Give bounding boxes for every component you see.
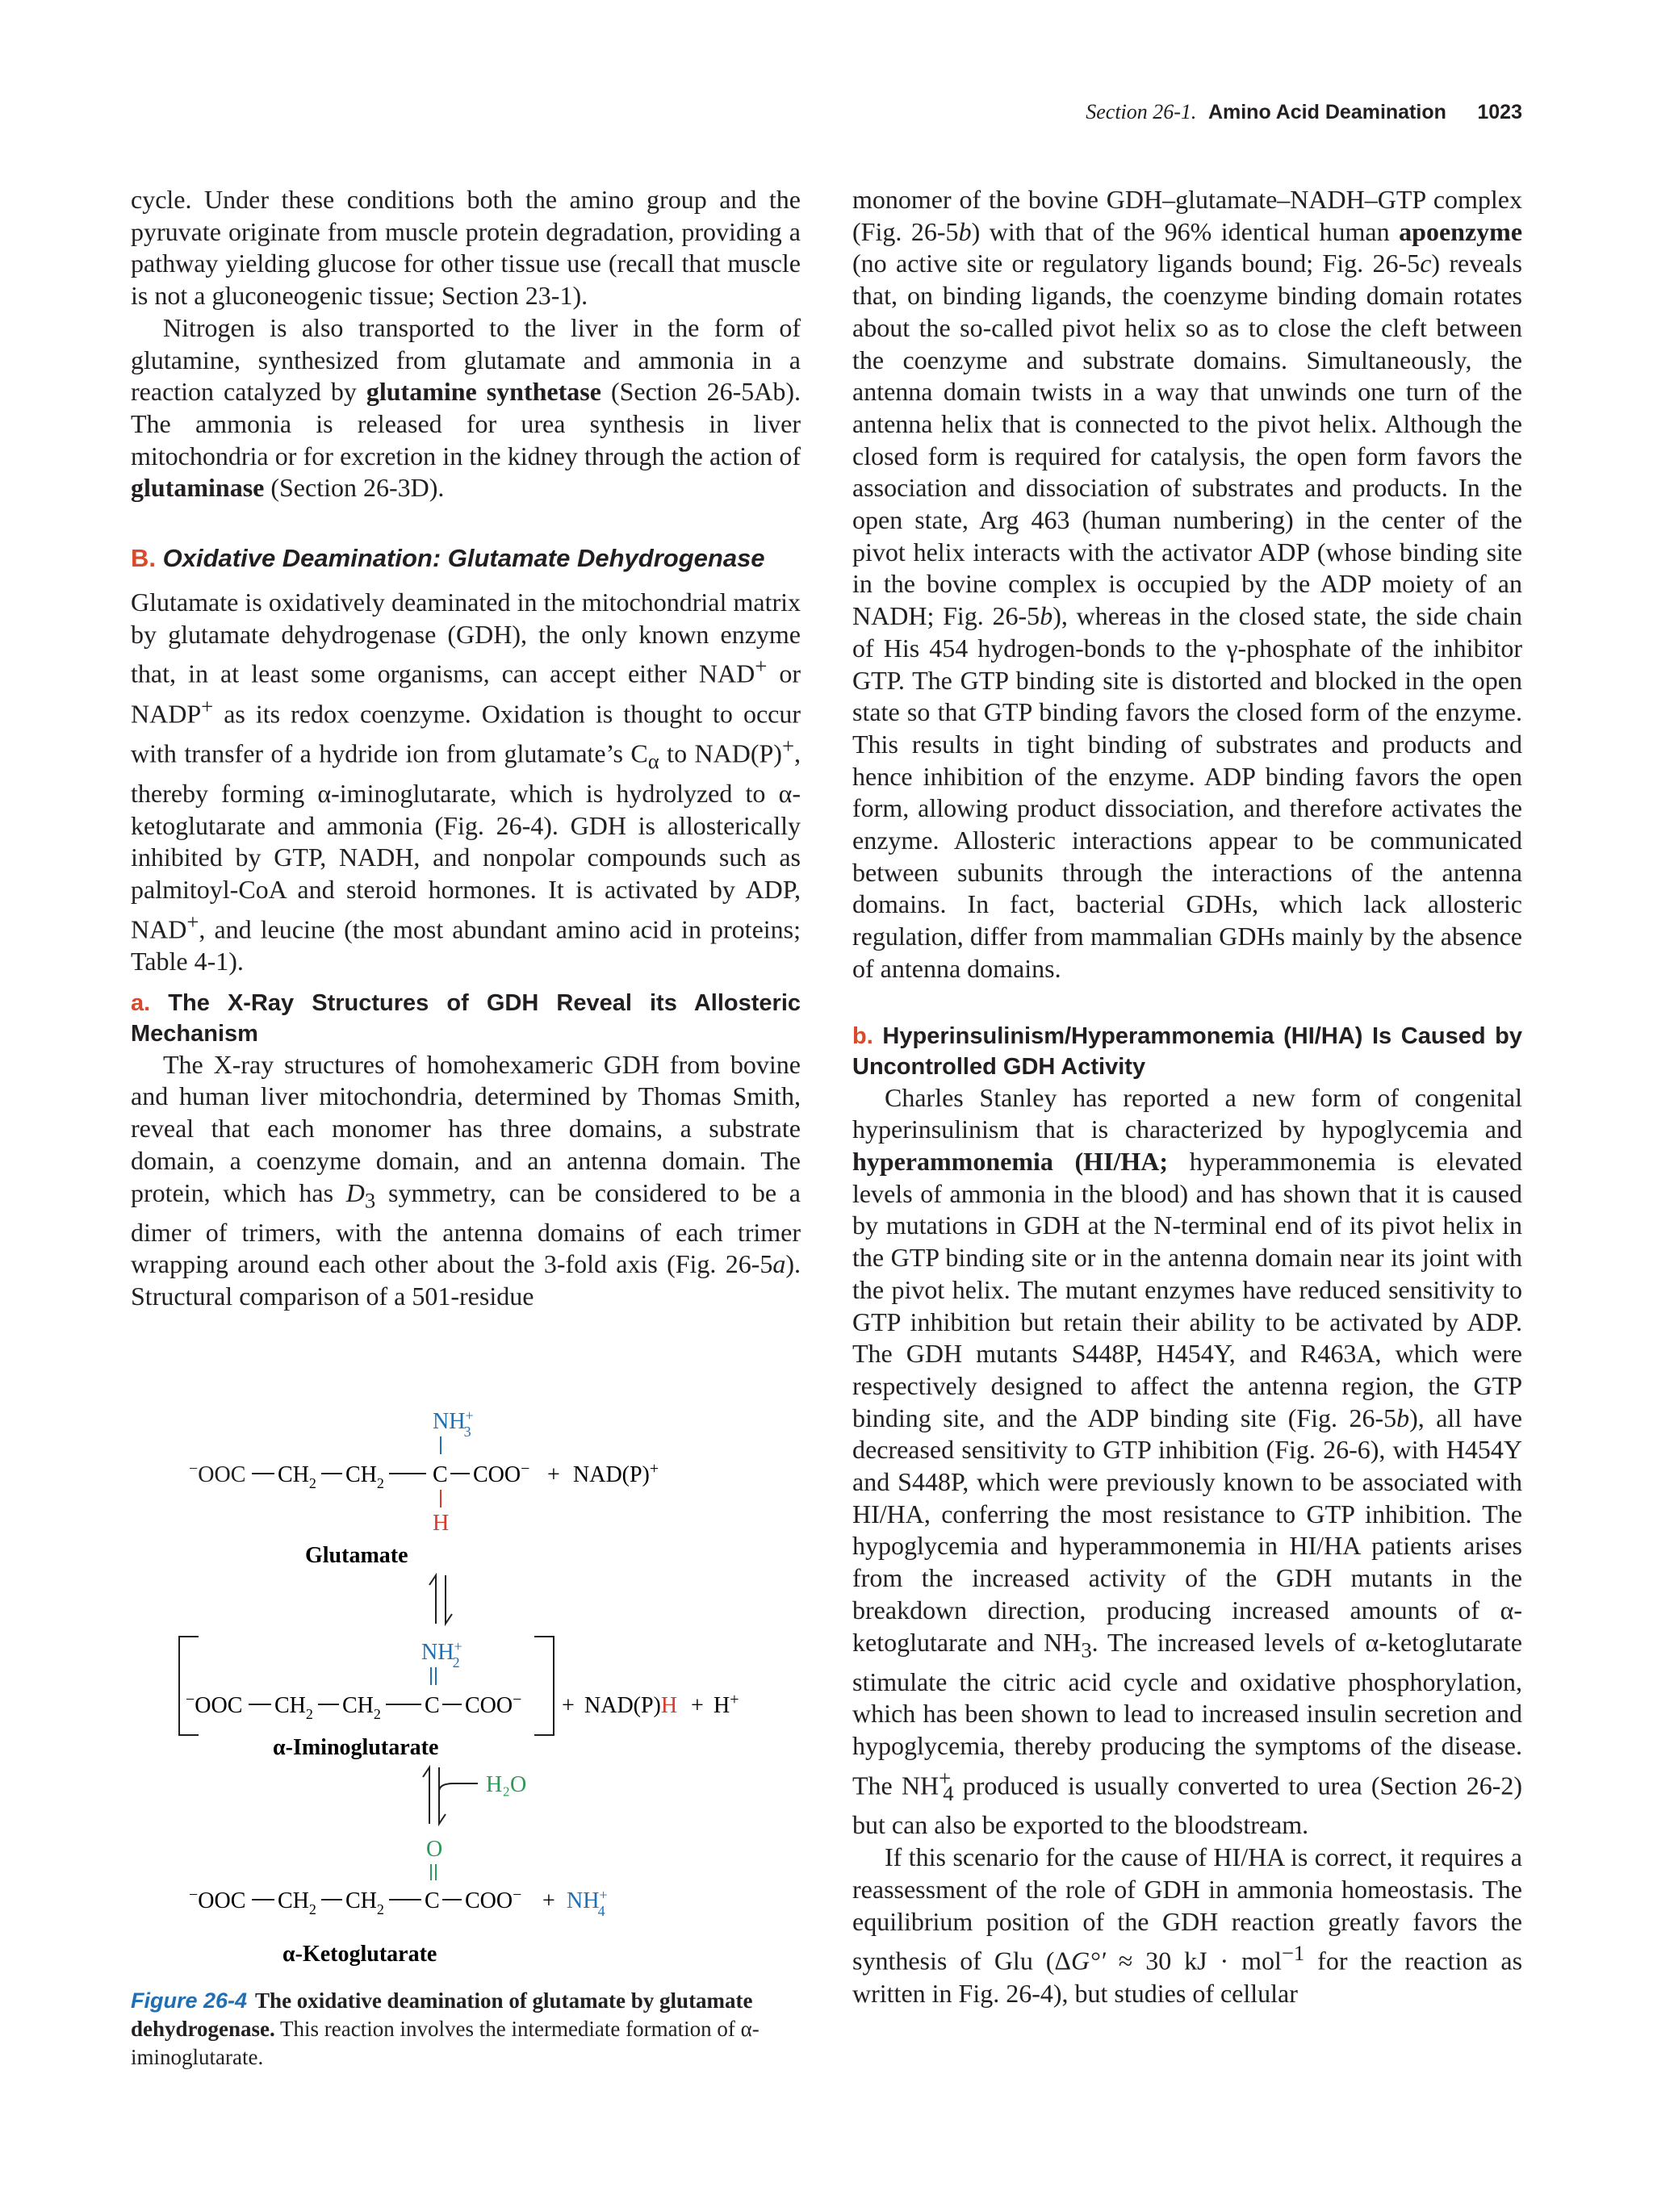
- figure-caption: [131, 1987, 776, 2072]
- glutamate-ch2: $CH_2$: [345, 1462, 384, 1491]
- ammonium-product: NH+ 4: [567, 1887, 608, 1919]
- paragraph: Charles Stanley has reported a new form of congenital hyperinsulinism that is characterized by hypoglycemia and hyperammonemia (HI/HA; hyperammonemia is elevated levels of ammonia in the blood) and has shown that it is caused by mutations in GDH at the N-terminal end of its pivot helix in the GTP binding site or in the antenna domain near its joint with the pivot helix. The mutant enzymes have reduced sensitivity to GTP inhibition but retain their ability to be activated by ADP. The GDH mutants S448P, H454Y, and R463A, which were respectively designed to affect the antenna region, the GTP binding site, and the ADP binding site (Fig. 26-5b), all have decreased sensitivity to GTP inhibition (Fig. 26-6), with H454Y and S448P, which were previously known to be associated with HI/HA, conferring the most resistance to GTP inhibition. The hypoglycemia and hyperammonemia in HI/HA patients arises from the increased activity of the GDH mutants in the breakdown direction, producing increased amounts of α-ketoglutarate and $NH_3$. The increased levels of α-ketoglutarate stimulate the citric acid cycle and oxidative phosphorylation, which has been shown to lead to increased insulin secretion and hypoglycemia, thereby producing the symptoms of the disease. The $NH^+_4$ produced is usually converted to urea (Section 26-2) but can also be exported to the bloodstream.: [852, 1082, 1523, 1840]
- glutamate-carboxylate: COO−: [473, 1460, 530, 1487]
- right-column: [852, 184, 1522, 2009]
- glutamate-amino-group: NH+ 3: [433, 1407, 474, 1440]
- paragraph: monomer of the bovine GDH–glutamate–NADH–GTP complex (Fig. 26-5b) with that of the 96% identical human apoenzyme (no active site or regulatory ligands bound; Fig. 26-5c) reveals that, on binding ligands, the coenzyme binding domain rotates about the so-called pivot helix so as to close the cleft between the coenzyme and substrate domains. Simultaneously, the antenna domain twists in a way that unwinds one turn of the antenna helix that is connected to the pivot helix. Although the closed form is required for catalysis, the open form favors the association and dissociation of substrates and products. In the open state, Arg 463 (human numbering) in the center of the pivot helix interacts with the activator ADP (whose binding site in the bovine complex is occupied by the ADP moiety of an NADH; Fig. 26-5b), whereas in the closed state, the side chain of His 454 hydrogen-bonds to the γ-phosphate of the inhibitor GTP. The GTP binding site is distorted and blocked in the open state so that GTP binding favors the closed form of the enzyme. This results in tight binding of substrates and products and hence inhibition of the enzyme. ADP binding favors the open form, allowing product dissociation, and therefore activates the enzyme. Allosteric interactions appear to be communicated between subunits through the interactions of the antenna domains. In fact, bacterial GDHs, which lack allosteric regulation, differ from mammalian GDHs mainly by the absence of antenna domains.: [852, 185, 1523, 983]
- plus-sign: +: [691, 1693, 704, 1718]
- imino-carbon: C: [425, 1693, 440, 1718]
- left-column: [131, 184, 801, 1313]
- hydrolysis-arrow: [423, 1767, 478, 1824]
- plus-sign: +: [562, 1693, 575, 1718]
- keto-ch2: $CH_2$: [345, 1888, 384, 1917]
- bracket-right: [534, 1637, 554, 1735]
- header-section-number: Section 26-1.: [1086, 100, 1197, 123]
- nadp-reactant: NAD(P)+: [573, 1460, 659, 1487]
- paragraph: If this scenario for the cause of HI/HA is correct, it requires a reassessment of the role of GDH in ammonia homeostasis. The equilibrium position of the GDH reaction greatly favors the synthesis of Glu (ΔG°′ ≈ 30 kJ · mol$^{-1}$ for the reaction as written in Fig. 26-4), but studies of cellular: [852, 1842, 1523, 2008]
- figure-title: The oxidative deamination of glutamate by glutamate dehydrogenase.: [131, 1988, 753, 2041]
- reaction-diagram: [131, 1404, 801, 1985]
- iminoglutarate-label: α-Iminoglutarate: [273, 1735, 439, 1760]
- keto-carbon: C: [425, 1888, 440, 1913]
- ketoglutarate-label: α-Ketoglutarate: [282, 1942, 437, 1967]
- plus-sign: +: [547, 1462, 560, 1487]
- paragraph: Glutamate is oxidatively deaminated in the mitochondrial matrix by glutamate dehydrogenase (GDH), the only known enzyme that, in at least some organisms, can accept either NAD+ or NADP+ as its redox coenzyme. Oxidation is thought to occur with transfer of a hydride ion from glutamate’s $C_\alpha$ to NAD(P)+, thereby forming α-iminoglutarate, which is hydrolyzed to α-ketoglutarate and ammonia (Fig. 26-4). GDH is allosterically inhibited by GTP, NADH, and nonpolar compounds such as palmitoyl-CoA and steroid hormones. It is activated by ADP, NAD+, and leucine (the most abundant amino acid in proteins; Table 4-1).: [131, 587, 801, 976]
- section-heading: B. Oxidative Deamination: Glutamate Dehydrogenase: [131, 544, 765, 573]
- water-reactant: H₂O: [486, 1772, 527, 1797]
- keto-carboxylate: COO−: [465, 1886, 522, 1913]
- glutamate-label: Glutamate: [305, 1543, 408, 1568]
- page-header: [1086, 100, 1522, 124]
- keto-oxygen: O: [426, 1837, 443, 1862]
- equilibrium-arrow: [429, 1575, 452, 1624]
- imino-carboxylate: COO−: [465, 1691, 522, 1718]
- imino-chain: −OOC: [186, 1691, 243, 1718]
- imino-ch2: $CH_2$: [274, 1693, 313, 1722]
- imino-ch2: $CH_2$: [342, 1693, 381, 1722]
- paragraph: Nitrogen is also transported to the liver in the form of glutamine, synthesized from glutamate and ammonia in a reaction catalyzed by glutamine synthetase (Section 26-5Ab). The ammonia is released for urea synthesis in liver mitochondria or for excretion in the kidney through the action of glutaminase (Section 26-3D).: [131, 312, 801, 503]
- page-number: 1023: [1477, 101, 1522, 123]
- glutamate-ch2: $CH_2$: [278, 1462, 316, 1491]
- nadph-product: NAD(P)H: [584, 1693, 678, 1718]
- figure-caption-text: This reaction involves the intermediate formation of α-iminoglutarate.: [131, 2017, 760, 2069]
- paragraph: The X-ray structures of homohexameric GDH from bovine and human liver mitochondria, determined by Thomas Smith, reveal that each monomer has three domains, a substrate domain, a coenzyme domain, and an antenna domain. The protein, which has $D_3$ symmetry, can be considered to be a dimer of trimers, with the antenna domains of each trimer wrapping around each other about the 3-fold axis (Fig. 26-5a). Structural comparison of a 501-residue: [131, 1049, 801, 1311]
- header-section-title: Amino Acid Deamination: [1207, 101, 1446, 123]
- figure-label: Figure 26-4: [131, 1988, 248, 2013]
- keto-chain: −OOC: [189, 1886, 246, 1913]
- subsection-heading: b. Hyperinsulinism/Hyperammonemia (HI/HA) Is Caused by Uncontrolled GDH Activity: [852, 1022, 1523, 1080]
- plus-sign: +: [542, 1888, 555, 1913]
- subsection-heading: a. The X-Ray Structures of GDH Reveal its Allosteric Mechanism: [131, 989, 801, 1047]
- paragraph: cycle. Under these conditions both the amino group and the pyruvate originate from muscle protein degradation, providing a pathway yielding glucose for other tissue use (recall that muscle is not a gluconeogenic tissue; Section 23-1).: [131, 185, 801, 311]
- glutamate-alpha-carbon: C: [433, 1462, 448, 1487]
- imino-group: NH+ 2: [421, 1638, 462, 1670]
- keto-ch2: $CH_2$: [278, 1888, 316, 1917]
- proton: H+: [714, 1691, 739, 1718]
- figure-26-4: [131, 1404, 801, 2082]
- bracket-left: [179, 1637, 199, 1735]
- glutamate-chain: −OOC: [189, 1460, 246, 1487]
- alpha-hydrogen: H: [433, 1511, 450, 1536]
